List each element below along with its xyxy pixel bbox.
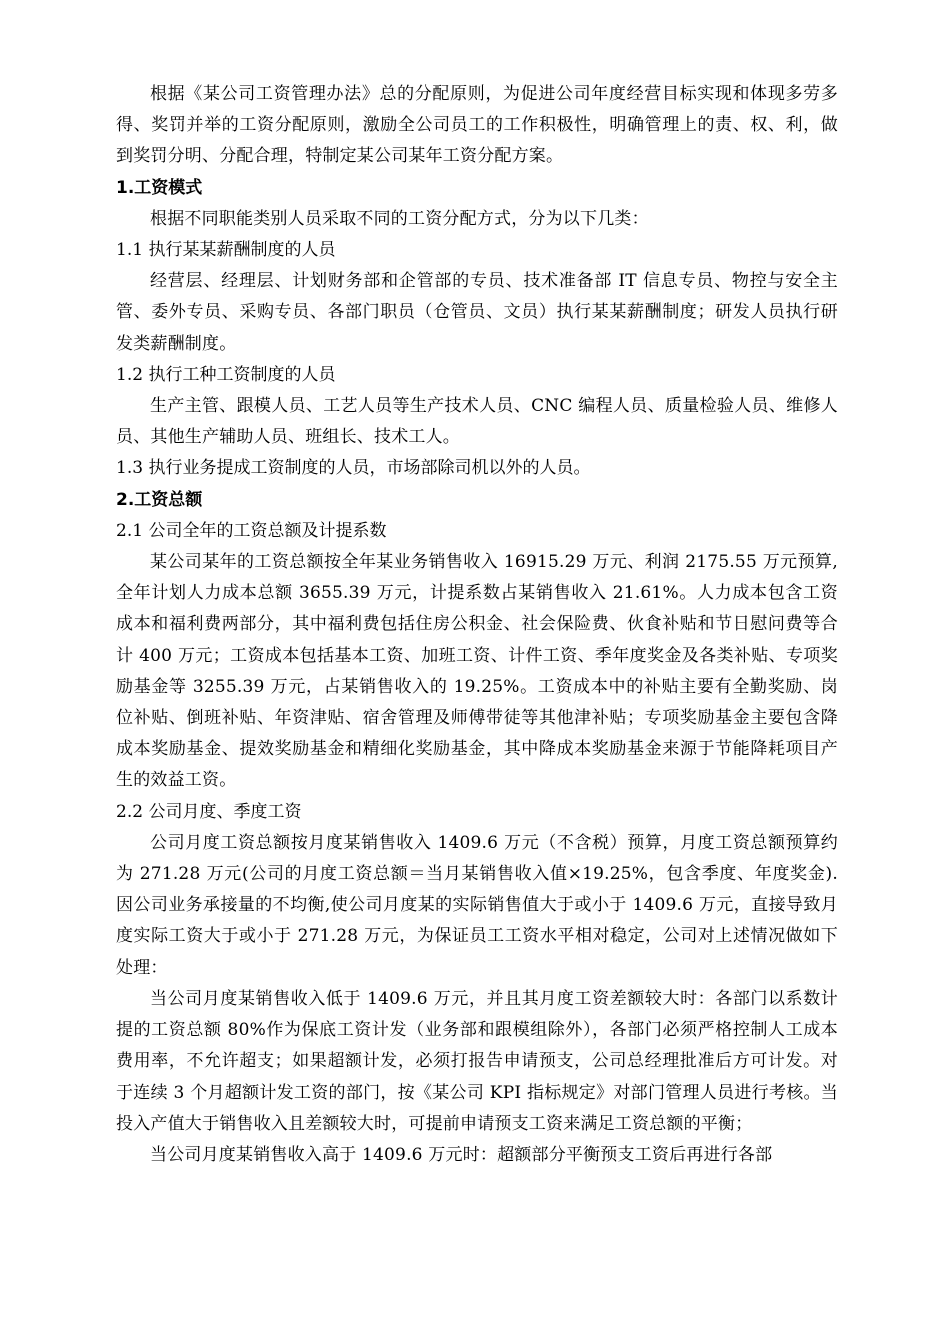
section-heading-salary-total: 2.工资总额 bbox=[116, 489, 203, 510]
subsection-2-1-paragraph: 某公司某年的工资总额按全年某业务销售收入 16915.29 万元、利润 2175.55 万元预算,全年计划人力成本总额 3655.39 万元，计提系数占某销售收入 21.61%。人力成本包含工资成本和福利费两部分，其中福利费包括住房公积金、社会保险费、伙食补贴和节日慰问费等合计 400 万元；工资成本包括基本工资、加班工资、计件工资、季年度奖金及各类补贴、专项奖励基金等 3255.39 万元，占某销售收入的 19.25%。工资成本中的补贴主要有全勤奖励、岗位补贴、倒班补贴、年资津贴、宿舍管理及师傅带徒等其他津补贴；专项奖励基金主要包含降成本奖励基金、提效奖励基金和精细化奖励基金，其中降成本奖励基金来源于节能降耗项目产生的效益工资。 bbox=[116, 552, 838, 791]
intro-paragraph: 根据《某公司工资管理办法》总的分配原则，为促进公司年度经营目标实现和体现多劳多得、奖罚并举的工资分配原则，激励全公司员工的工作积极性，明确管理上的责、权、利，做到奖罚分明、分配合理，特制定某公司某年工资分配方案。 bbox=[116, 84, 838, 167]
subsection-1-2-paragraph: 生产主管、跟模人员、工艺人员等生产技术人员、CNC 编程人员、质量检验人员、维修人员、其他生产辅助人员、班组长、技术工人。 bbox=[116, 396, 838, 448]
subsection-heading-1-2: 1.2 执行工种工资制度的人员 bbox=[116, 364, 336, 385]
subsection-1-1-paragraph: 经营层、经理层、计划财务部和企管部的专员、技术准备部 IT 信息专员、物控与安全主管、委外专员、采购专员、各部门职员（仓管员、文员）执行某某薪酬制度；研发人员执行研发类薪酬制度。 bbox=[116, 271, 838, 354]
subsection-heading-1-3: 1.3 执行业务提成工资制度的人员，市场部除司机以外的人员。 bbox=[116, 458, 591, 479]
subsection-2-2-paragraph: 公司月度工资总额按月度某销售收入 1409.6 万元（不含税）预算，月度工资总额预算约为 271.28 万元(公司的月度工资总额＝当月某销售收入值×19.25%，包含季度、年度奖金).因公司业务承接量的不均衡,使公司月度某的实际销售值大于或小于 1409.6 万元，直接导致月度实际工资大于或小于 271.28 万元，为保证员工工资水平相对稳定，公司对上述情况做如下处理： bbox=[116, 832, 838, 978]
salary-mode-paragraph: 根据不同职能类别人员采取不同的工资分配方式，分为以下几类： bbox=[150, 208, 649, 229]
document-body bbox=[116, 79, 838, 1171]
subsection-heading-2-2: 2.2 公司月度、季度工资 bbox=[116, 801, 302, 822]
section-heading-salary-mode: 1.工资模式 bbox=[116, 177, 203, 198]
low-sales-paragraph: 当公司月度某销售收入低于 1409.6 万元，并且其月度工资差额较大时：各部门以系数计提的工资总额 80%作为保底工资计发（业务部和跟模组除外），各部门必须严格控制人工成本费用率，不允许超支；如果超额计发，必须打报告申请预支，公司总经理批准后方可计发。对于连续 3 个月超额计发工资的部门，按《某公司 KPI 指标规定》对部门管理人员进行考核。当投入产值大于销售收入且差额较大时，可提前申请预支工资来满足工资总额的平衡； bbox=[116, 988, 838, 1134]
subsection-heading-1-1: 1.1 执行某某薪酬制度的人员 bbox=[116, 240, 336, 261]
subsection-heading-2-1: 2.1 公司全年的工资总额及计提系数 bbox=[116, 520, 387, 541]
high-sales-paragraph: 当公司月度某销售收入高于 1409.6 万元时：超额部分平衡预支工资后再进行各部 bbox=[150, 1144, 773, 1165]
